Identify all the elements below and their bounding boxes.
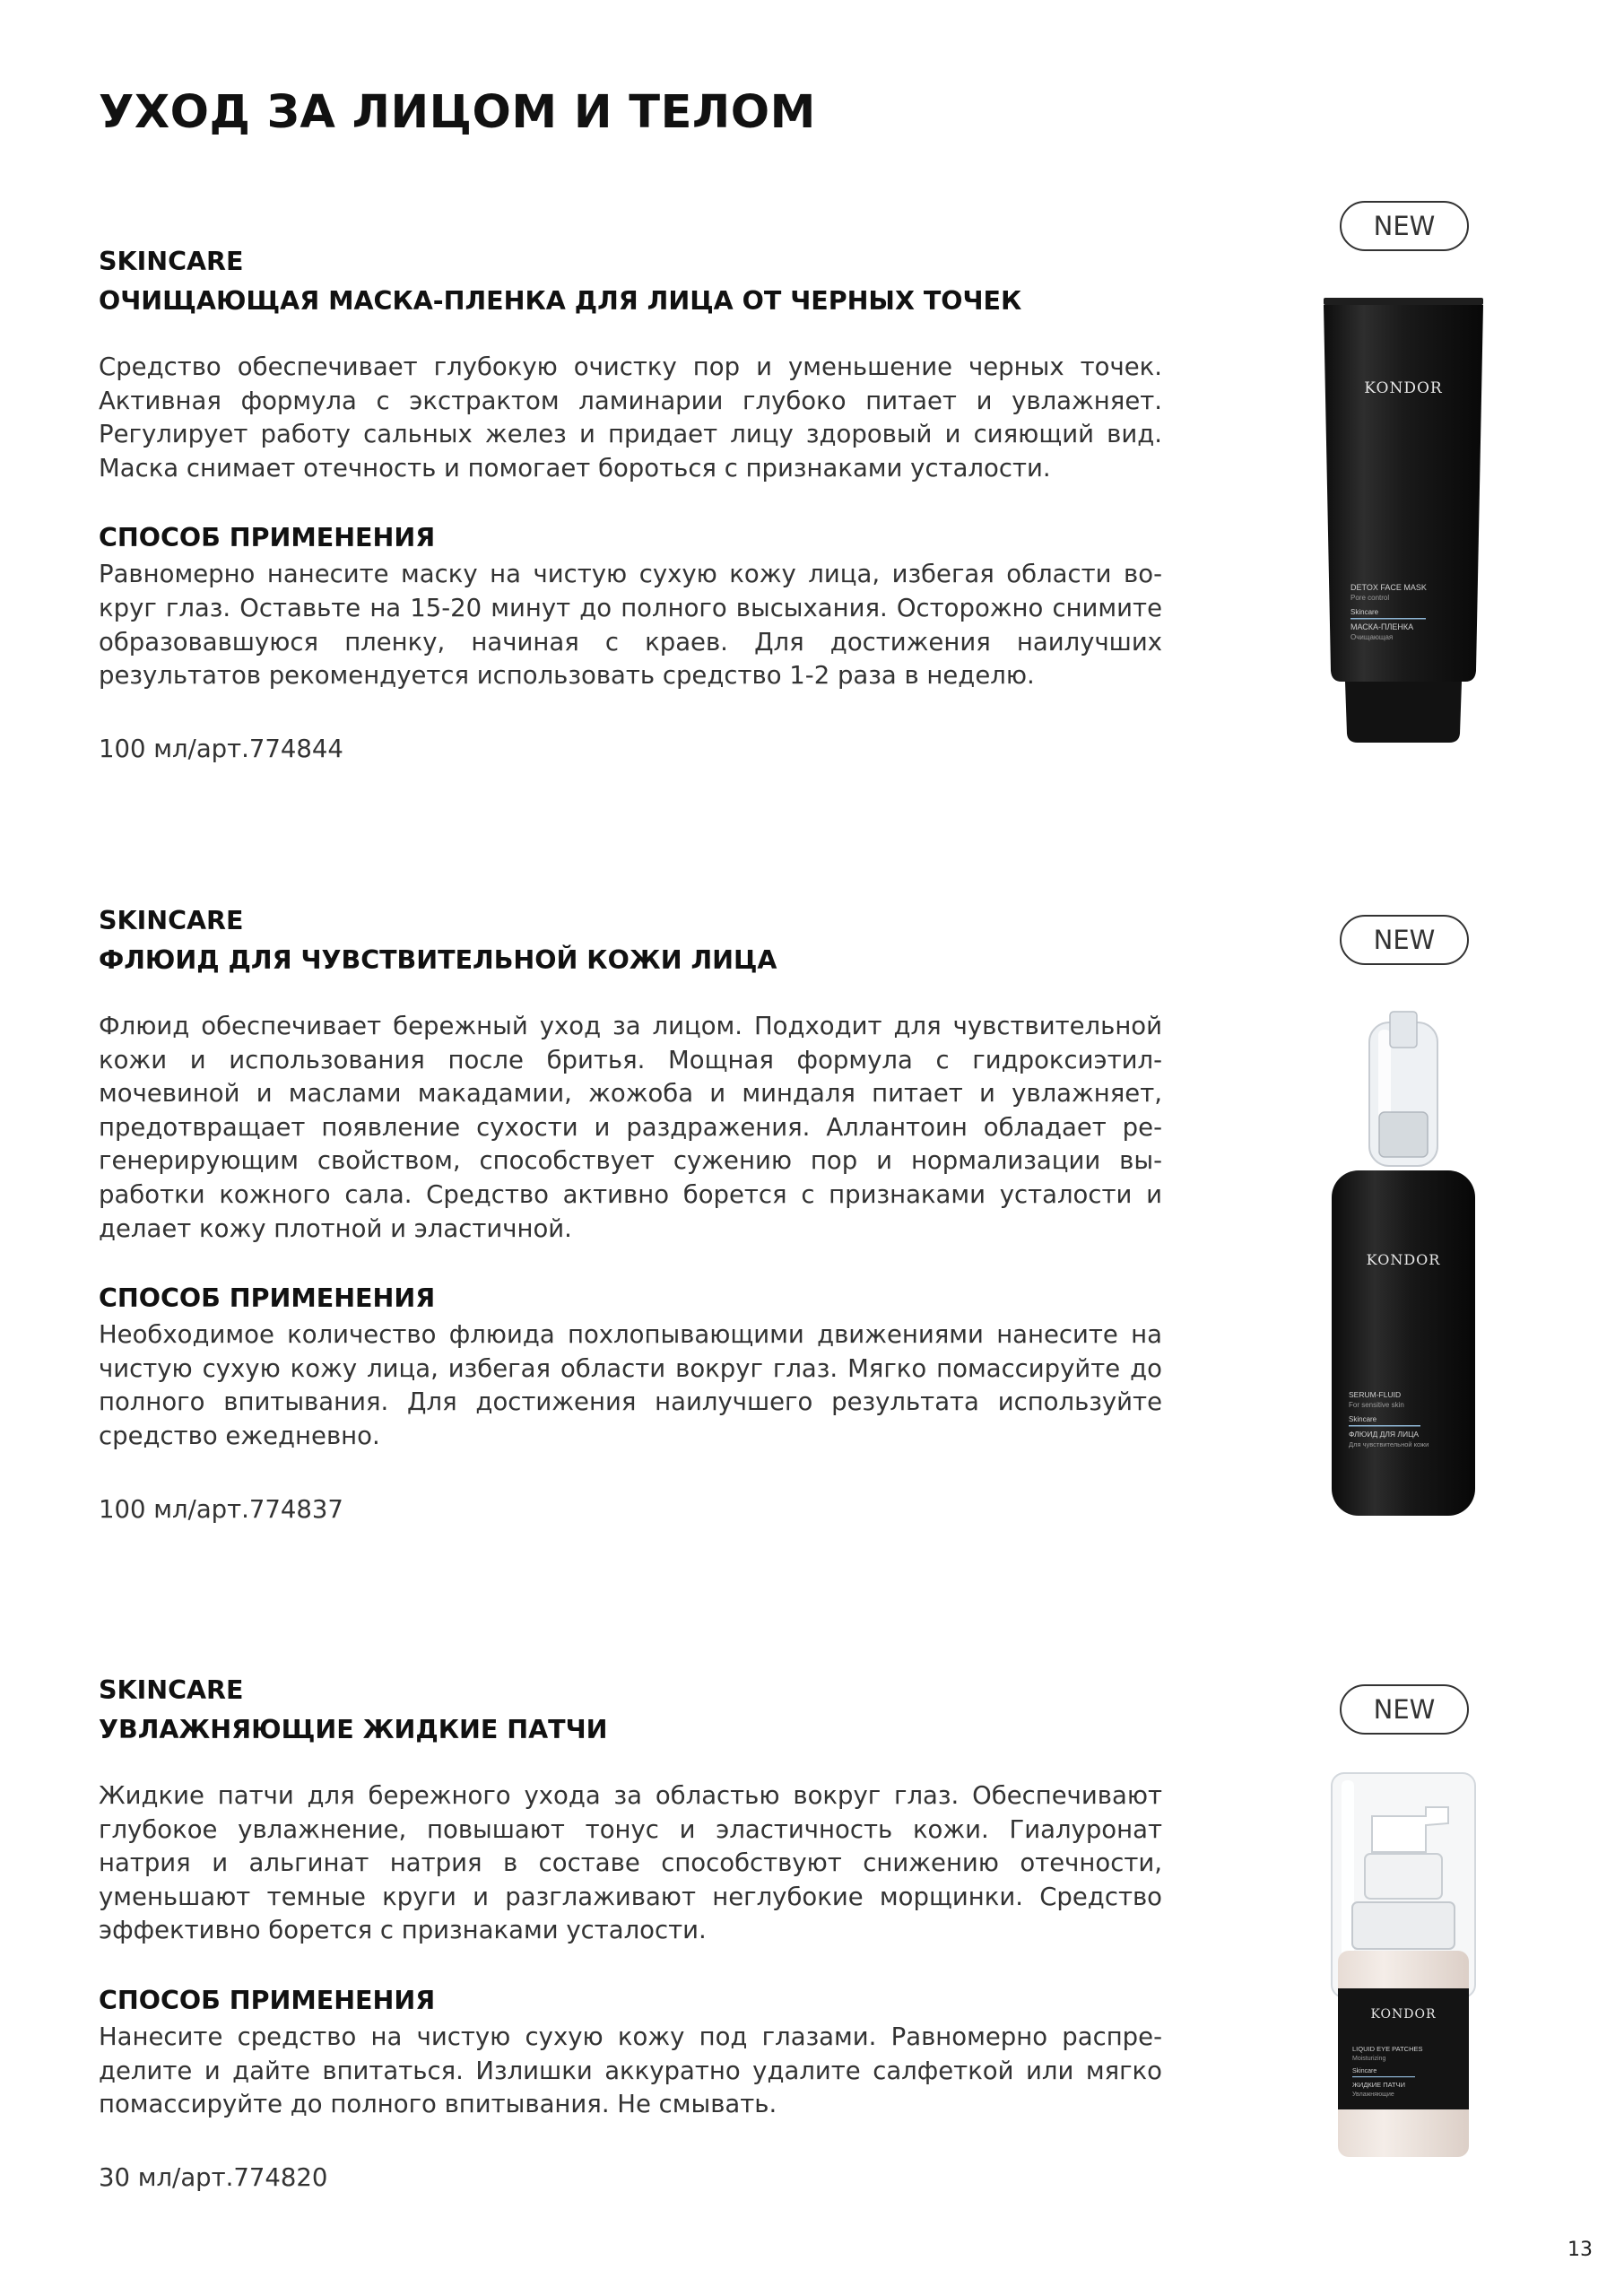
new-badge: NEW	[1340, 1684, 1469, 1735]
package-subtitle-en: Pore control	[1350, 594, 1390, 602]
product-sku: 30 мл/арт.774820	[99, 2162, 328, 2192]
package-brand: KONDOR	[1366, 1251, 1441, 1268]
product-description: Жидкие патчи для бережного ухода за областью вокруг глаз. Обеспечивают глубокое увлажнение, повышают тонус и эластичность кожи. Гиалуронат натрия и альгинат натрия в составе способствуют снижению отечности, уменьшают темные круги и разглаживают неглубокие морщинки. Средство эффективно борется с признаками усталости.	[99, 1781, 1162, 1945]
package-brand: KONDOR	[1364, 379, 1443, 397]
new-badge: NEW	[1340, 915, 1469, 965]
package-name-en: LIQUID EYE PATCHES	[1352, 2045, 1423, 2053]
spray-bottle-illustration	[1327, 1004, 1480, 1520]
usage-text: Равномерно нанесите маску на чистую сухую кожу лица, избегая области вокруг глаз. Оставьте на 15-20 минут до полного высыхания. Осторожно снимите образовавшуюся пленку, начиная с краев. Для достижения наилучших результатов рекомендуется использовать средство 1-2 раза в неделю.	[99, 560, 1162, 691]
product-section	[99, 242, 1175, 766]
product-section	[99, 1671, 1175, 2195]
product-description: Флюид обеспечивает бережный уход за лицом. Подходит для чувствительной кожи и использования после бритья. Мощная формула с гидроксиэтилмочевиной и маслами макадамии, жожоба и миндаля питает и увлажняет, предотвращает появление сухости и раздражения. Аллантоин обладает регенерирующим свойством, способствует сужению пор и нормализации выработки кожного сала. Средство активно борется с признаками усталости и делает кожу плотной и эластичной.	[99, 1012, 1162, 1243]
usage-text: Необходимое количество флюида похлопывающими движениями нанесите на чистую сухую кожу лица, избегая области вокруг глаз. Мягко помассируйте до полного впитывания. Для достижения наилучшего результата используйте средство ежедневно.	[99, 1320, 1162, 1450]
usage-heading: СПОСОБ ПРИМЕНЕНИЯ	[99, 523, 436, 553]
package-name-ru: ФЛЮИД ДЛЯ ЛИЦА	[1349, 1430, 1420, 1439]
page-title: УХОД ЗА ЛИЦОМ И ТЕЛОМ	[99, 86, 816, 139]
product-image-tube	[1318, 294, 1489, 747]
pump-collar	[1379, 1112, 1428, 1157]
package-name-en: SERUM-FLUID	[1349, 1390, 1402, 1399]
product-image-pump-jar	[1300, 1771, 1507, 2166]
package-subtitle-en: For sensitive skin	[1349, 1401, 1404, 1409]
package-subtitle-ru: Для чувствительной кожи	[1349, 1440, 1429, 1448]
package-subtitle-en: Moisturizing	[1352, 2056, 1386, 2062]
product-section	[99, 901, 1175, 1526]
package-accent-line	[1349, 1425, 1420, 1427]
product-description: Средство обеспечивает глубокую очистку пор и уменьшение черных точек. Активная формула с экстрактом ламинарии глубоко питает и увлажняет. Регулирует работу сальных желез и придает лицу здоровый и сияющий вид. Маска снимает отечность и помогает бороться с признаками усталости.	[99, 352, 1162, 483]
page-number: 13	[1568, 2239, 1593, 2261]
pump-neck	[1365, 1854, 1442, 1899]
new-badge: NEW	[1340, 201, 1469, 251]
tube-cap	[1345, 682, 1462, 743]
product-name: ОЧИЩАЮЩАЯ МАСКА-ПЛЕНКА ДЛЯ ЛИЦА ОТ ЧЕРНЫХ ТОЧЕК	[99, 286, 1022, 316]
package-series: Skincare	[1349, 1415, 1377, 1423]
product-image-spray-bottle	[1327, 1004, 1480, 1520]
usage-heading: СПОСОБ ПРИМЕНЕНИЯ	[99, 1985, 436, 2015]
product-line: SKINCARE	[99, 906, 244, 935]
pump-jar-illustration	[1300, 1771, 1507, 2166]
usage-text: Нанесите средство на чистую сухую кожу под глазами. Равномерно распределите и дайте впитаться. Излишки аккуратно удалите салфеткой или мягко помассируйте до полного впитывания. Не смывать.	[99, 2022, 1162, 2119]
package-accent-line	[1350, 618, 1426, 620]
tube-illustration	[1318, 294, 1489, 747]
product-name: ФЛЮИД ДЛЯ ЧУВСТВИТЕЛЬНОЙ КОЖИ ЛИЦА	[99, 945, 777, 975]
usage-heading: СПОСОБ ПРИМЕНЕНИЯ	[99, 1283, 436, 1314]
package-accent-line	[1352, 2076, 1415, 2077]
product-sku: 100 мл/арт.774844	[99, 734, 343, 763]
package-subtitle-ru: Увлажняющие	[1352, 2092, 1394, 2098]
package-series: Skincare	[1350, 608, 1379, 616]
pump-collar	[1352, 1902, 1455, 1949]
product-line: SKINCARE	[99, 247, 244, 276]
product-line: SKINCARE	[99, 1675, 244, 1705]
package-name-ru: ЖИДКИЕ ПАТЧИ	[1352, 2081, 1406, 2089]
product-sku: 100 мл/арт.774837	[99, 1494, 343, 1524]
package-subtitle-ru: Очищающая	[1350, 633, 1394, 641]
product-name: УВЛАЖНЯЮЩИЕ ЖИДКИЕ ПАТЧИ	[99, 1715, 608, 1744]
spray-nozzle	[1390, 1012, 1417, 1048]
package-brand: KONDOR	[1370, 2007, 1437, 2022]
bottle-body	[1332, 1170, 1475, 1516]
package-series: Skincare	[1352, 2068, 1377, 2074]
package-name-ru: МАСКА-ПЛЕНКА	[1350, 622, 1414, 631]
package-name-en: DETOX FACE MASK	[1350, 583, 1427, 592]
tube-crimp	[1324, 298, 1483, 305]
